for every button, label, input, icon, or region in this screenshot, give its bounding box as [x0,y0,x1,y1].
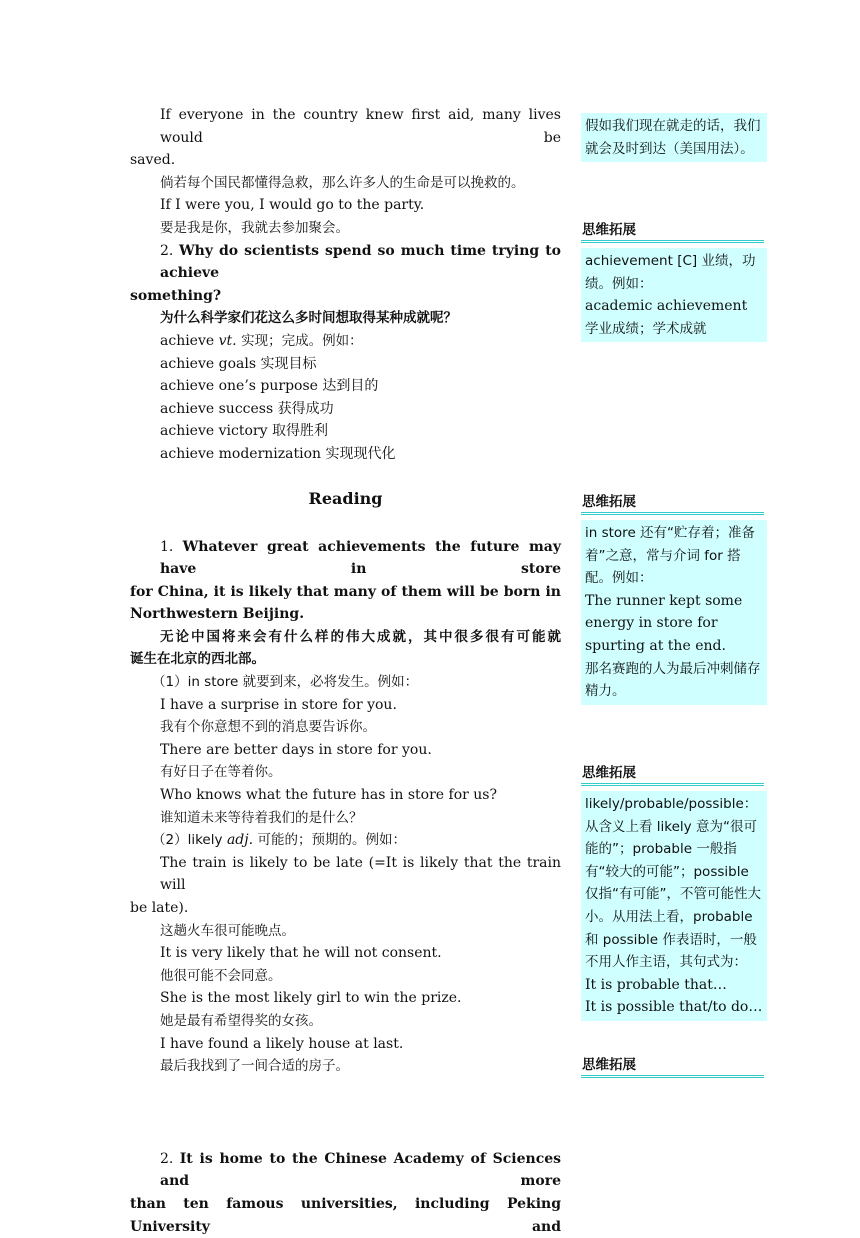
key-sentence-r2-cont: than ten famous universities, including Peking University and [130,1195,561,1235]
example-sentence-cont: be late). [130,900,189,916]
key-sentence-2-cont: something? [130,287,222,304]
example-translation: 最后我找到了一间合适的房子。 [160,1058,349,1075]
side-note-1 [581,113,767,162]
note-box: achievement [C] 业绩，功绩。例如： academic achievement 学业成绩；学术成就 [581,248,767,342]
example-sentence: Who knows what the future has in store for us? [160,787,497,804]
sidebar-heading: 思维拓展 [581,1055,764,1078]
side-note-2 [581,220,767,342]
example-translation: 有好日子在等着你。 [160,764,282,781]
sidebar-heading: 思维拓展 [581,220,764,243]
key-sentence-r1-cont: for China, it is likely that many of them will be born in [130,583,561,600]
sub-point-2: （2）likely adj. 可能的；预期的。例如： [152,832,406,849]
example-sentence: If everyone in the country knew first aid, many lives would be [160,107,561,146]
example-translation: 倘若每个国民都懂得急救，那么许多人的生命是可以挽救的。 [160,174,525,191]
vocab-entry-achieve: achieve vt. 实现；完成。例如： [160,332,363,349]
phrase-example: achieve modernization 实现现代化 [160,445,396,462]
main-column [130,104,561,1238]
example-translation: 我有个你意想不到的消息要告诉你。 [160,719,376,736]
example-sentence: It is very likely that he will not consent. [160,945,442,962]
example-sentence: If I were you, I would go to the party. [160,197,425,214]
sub-point-1: （1）in store 就要到来，必将发生。例如： [152,674,419,691]
phrase-example: achieve goals 实现目标 [160,355,317,372]
example-sentence: The train is likely to be late (=It is likely that the train will [160,854,561,894]
example-translation: 谁知道未来等待着我们的是什么？ [160,809,363,826]
example-sentence: I have a surprise in store for you. [160,696,397,713]
example-sentence: She is the most likely girl to win the prize. [160,990,462,1007]
sidebar-heading: 思维拓展 [581,763,764,786]
side-note-5 [581,1055,767,1083]
sidebar-heading: 思维拓展 [581,492,764,515]
example-translation: 他很可能不会同意。 [160,967,282,984]
note-box: 假如我们现在就走的话，我们就会及时到达（美国用法）。 [581,113,767,162]
phrase-example: achieve success 获得成功 [160,400,334,417]
phrase-example: achieve victory 取得胜利 [160,423,328,440]
key-sentence-r2: 2. It is home to the Chinese Academy of Sciences and more [160,1150,562,1190]
side-note-4 [581,763,767,1021]
note-box: in store 还有“贮存着；准备着”之意，常与介词 for 搭配。例如： The runner kept some energy in store for spurting at the end. 那名赛跑的人为最后冲刺储存精力。 [581,520,767,705]
key-sentence-r1-translation: 无论中国将来会有什么样的伟大成就，其中很多很有可能就 [160,628,561,645]
key-sentence-r1: 1. Whatever great achievements the future may have in store [160,538,561,578]
key-sentence-2: 2. Why do scientists spend so much time trying to achieve [160,242,561,282]
key-sentence-2-translation: 为什么科学家们花这么多时间想取得某种成就呢？ [160,310,457,327]
key-sentence-r1-cont: Northwestern Beijing. [130,606,305,623]
section-heading-reading: Reading [308,488,383,508]
side-note-3 [581,492,767,705]
example-sentence: There are better days in store for you. [160,741,432,758]
example-translation: 她是最有希望得奖的女孩。 [160,1012,322,1029]
example-sentence: I have found a likely house at last. [160,1035,404,1052]
phrase-example: achieve one’s purpose 达到目的 [160,378,379,395]
example-translation: 这趟火车很可能晚点。 [160,922,295,939]
key-sentence-r1-translation-cont: 诞生在北京的西北部。 [130,651,265,668]
example-translation: 要是我是你，我就去参加聚会。 [160,219,349,236]
note-box: likely/probable/possible：从含义上看 likely 意为“很可能的”；probable 一般指有“较大的可能”；possible 仅指“有可能”，不管可能性大小。从用法上看，probable 和 possible 作表语时，一般不用人作主语，其句式为： It is probable that… It is possible that/to do… [581,791,767,1021]
example-sentence-cont: saved. [130,152,176,169]
